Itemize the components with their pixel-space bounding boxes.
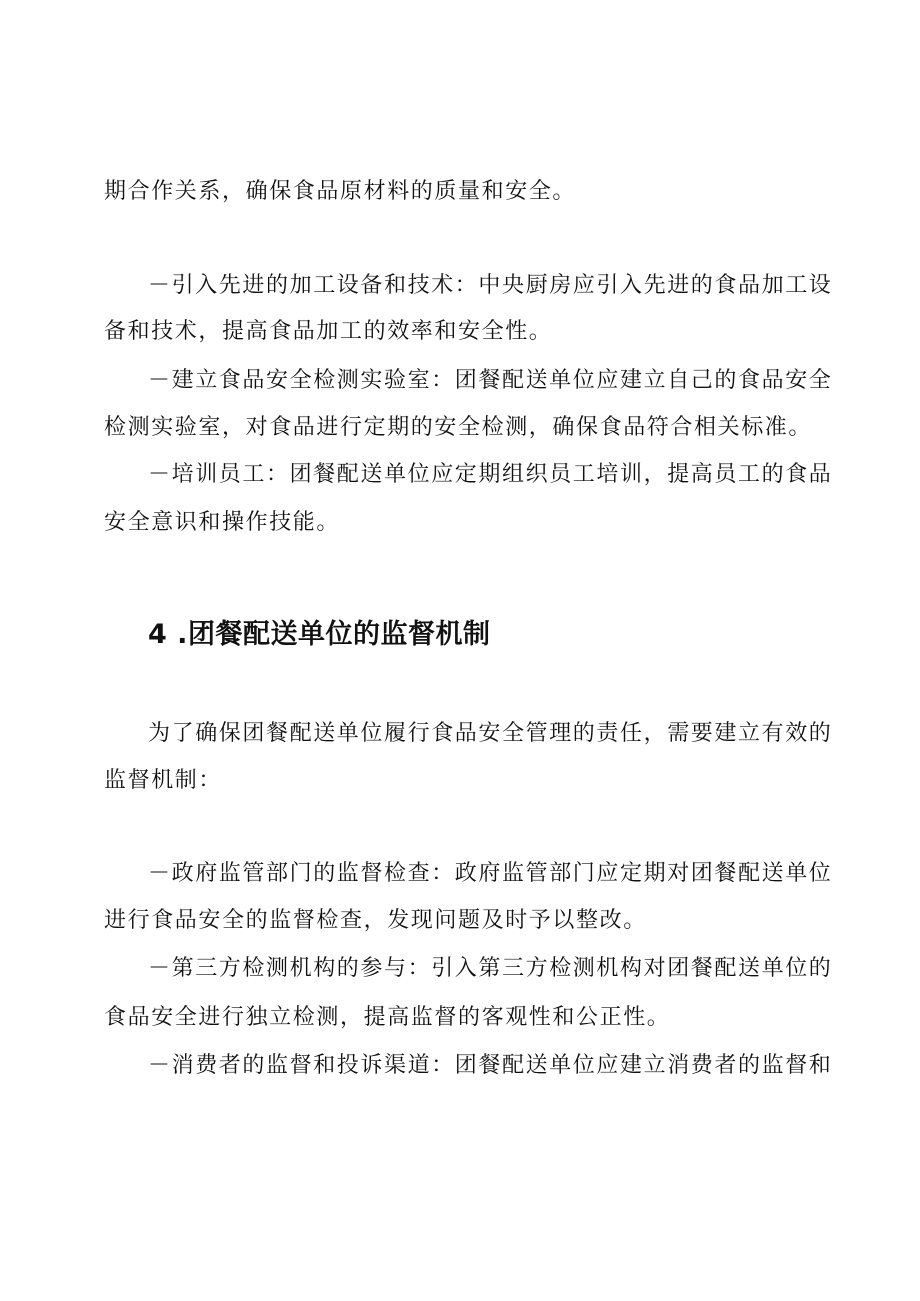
section-heading: 4 .团餐配送单位的监督机制 [148, 619, 491, 650]
bullet-line: －政府监管部门的监督检查：政府监管部门应定期对团餐配送单位 [148, 861, 833, 886]
paragraph-line: 为了确保团餐配送单位履行食品安全管理的责任，需要建立有效的 [148, 721, 833, 746]
text-line: 备和技术，提高食品加工的效率和安全性。 [104, 319, 553, 344]
bullet-line: －消费者的监督和投诉渠道：团餐配送单位应建立消费者的监督和 [148, 1053, 833, 1078]
text-line: 期合作关系，确保食品原材料的质量和安全。 [104, 179, 577, 204]
text-line: 监督机制： [104, 768, 223, 793]
text-line: 食品安全进行独立检测，提高监督的客观性和公正性。 [104, 1005, 671, 1030]
text-line: 检测实验室，对食品进行定期的安全检测，确保食品符合相关标准。 [104, 415, 813, 440]
text-line: 进行食品安全的监督检查，发现问题及时予以整改。 [104, 908, 647, 933]
text-line: 安全意识和操作技能。 [104, 510, 341, 535]
bullet-line: －建立食品安全检测实验室：团餐配送单位应建立自己的食品安全 [148, 368, 833, 393]
bullet-line: －第三方检测机构的参与：引入第三方检测机构对团餐配送单位的 [148, 956, 833, 981]
bullet-line: －培训员工：团餐配送单位应定期组织员工培训，提高员工的食品 [148, 462, 833, 487]
bullet-line: －引入先进的加工设备和技术：中央厨房应引入先进的食品加工设 [148, 273, 833, 298]
